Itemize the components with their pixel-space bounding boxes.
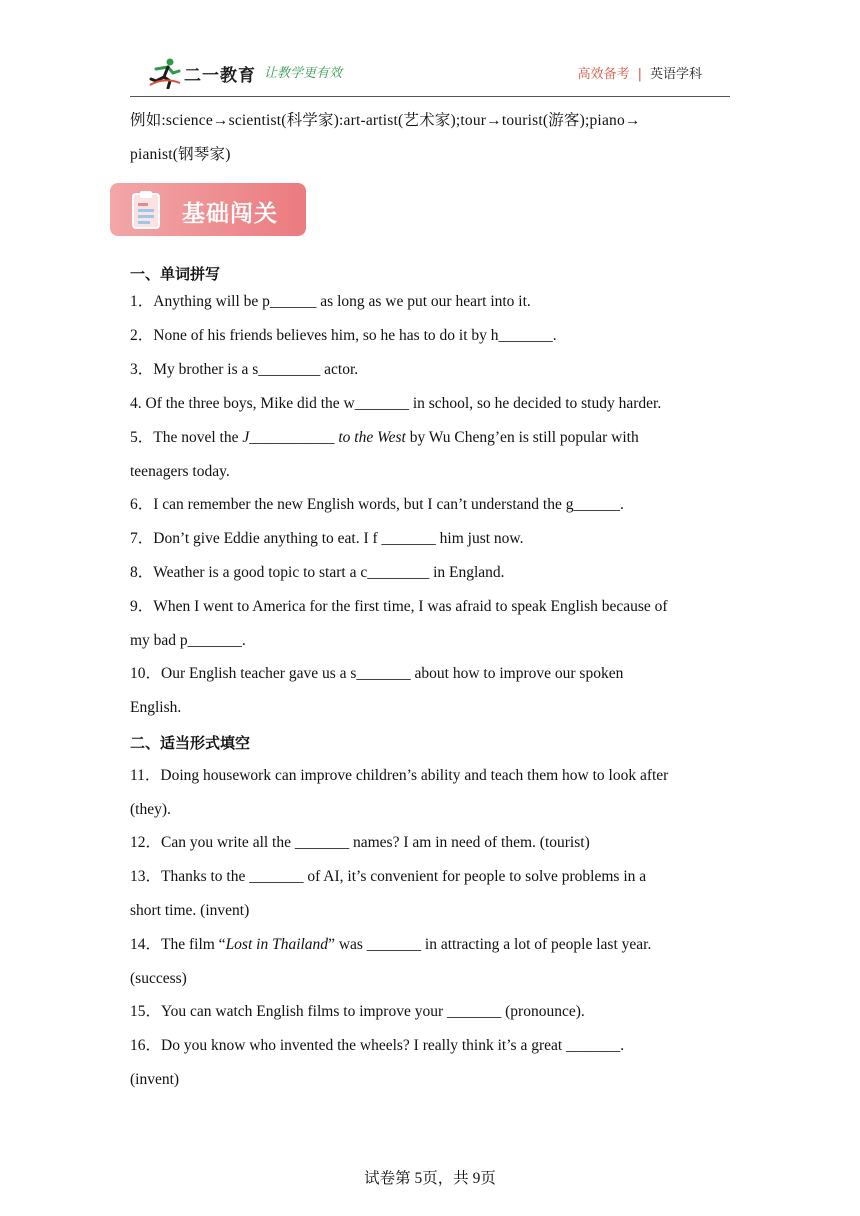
question-14-film-title: Lost in Thailand bbox=[225, 936, 329, 953]
clipboard-icon bbox=[130, 189, 164, 231]
intro-line-1: 例如:science→scientist(科学家):art-artist(艺术家);tour→tourist(游客);piano→ bbox=[130, 112, 641, 129]
question-9: 9．When I went to America for the first time, I was afraid to speak English because of bbox=[130, 598, 668, 615]
question-2: 2．None of his friends believes him, so he has to do it by h_______. bbox=[130, 327, 557, 344]
page-footer: 试卷第 5页，共 9页 bbox=[364, 1170, 496, 1187]
question-5-part-c: by Wu Cheng’en is still popular with bbox=[405, 429, 639, 446]
question-15: 15．You can watch English films to improve your _______ (pronounce). bbox=[130, 1003, 585, 1020]
header-divider bbox=[130, 96, 730, 97]
question-11: 11．Doing housework can improve children’s ability and teach them how to look after bbox=[130, 767, 669, 784]
section-title-spelling: 一、单词拼写 bbox=[130, 265, 221, 283]
banner-title: 基础闯关 bbox=[182, 201, 278, 227]
tag-separator: | bbox=[637, 67, 642, 82]
brand-name: 二一教育 bbox=[184, 65, 256, 86]
brand-logo bbox=[148, 56, 256, 90]
question-14-part-a: 14．The film “ bbox=[130, 936, 226, 953]
exam-tag: 高效备考 bbox=[577, 67, 630, 82]
page-header bbox=[130, 56, 730, 96]
question-10-line-2: English. bbox=[130, 699, 182, 716]
subject-tag: 英语学科 bbox=[649, 67, 702, 82]
question-16-line-2: (invent) bbox=[130, 1071, 180, 1088]
question-14 bbox=[130, 935, 651, 955]
question-11-line-2: (they). bbox=[130, 801, 171, 818]
question-14-part-c: ” was _______ in attracting a lot of people last year. bbox=[328, 936, 652, 953]
question-5 bbox=[130, 428, 639, 448]
section-banner bbox=[110, 183, 306, 236]
brand-slogan: 让教学更有效 bbox=[264, 66, 343, 81]
section-title-fill-in: 二、适当形式填空 bbox=[130, 734, 251, 752]
question-13-line-2: short time. (invent) bbox=[130, 902, 250, 919]
question-7: 7．Don’t give Eddie anything to eat. I f _______ him just now. bbox=[130, 530, 524, 547]
question-5-part-a: 5．The novel the bbox=[130, 429, 243, 446]
intro-line-2: pianist(钢琴家) bbox=[130, 146, 231, 163]
question-8: 8．Weather is a good topic to start a c________ in England. bbox=[130, 564, 505, 581]
question-16: 16．Do you know who invented the wheels? I really think it’s a great _______. bbox=[130, 1037, 625, 1054]
runner-logo-icon bbox=[148, 57, 182, 89]
question-5-title: J___________ to the West bbox=[242, 429, 406, 446]
question-1: 1．Anything will be p______ as long as we put our heart into it. bbox=[130, 293, 531, 310]
question-14-line-2: (success) bbox=[130, 970, 187, 987]
question-13: 13．Thanks to the _______ of AI, it’s convenient for people to solve problems in a bbox=[130, 868, 647, 885]
question-10: 10．Our English teacher gave us a s_______ about how to improve our spoken bbox=[130, 665, 624, 682]
question-3: 3．My brother is a s________ actor. bbox=[130, 361, 359, 378]
question-12: 12．Can you write all the _______ names? I am in need of them. (tourist) bbox=[130, 834, 590, 851]
question-4: 4. Of the three boys, Mike did the w_______ in school, so he decided to study harder. bbox=[130, 395, 662, 412]
question-6: 6．I can remember the new English words, but I can’t understand the g______. bbox=[130, 496, 624, 513]
header-tags bbox=[578, 63, 702, 82]
question-9-line-2: my bad p_______. bbox=[130, 632, 246, 649]
question-5-line-2: teenagers today. bbox=[130, 463, 230, 480]
